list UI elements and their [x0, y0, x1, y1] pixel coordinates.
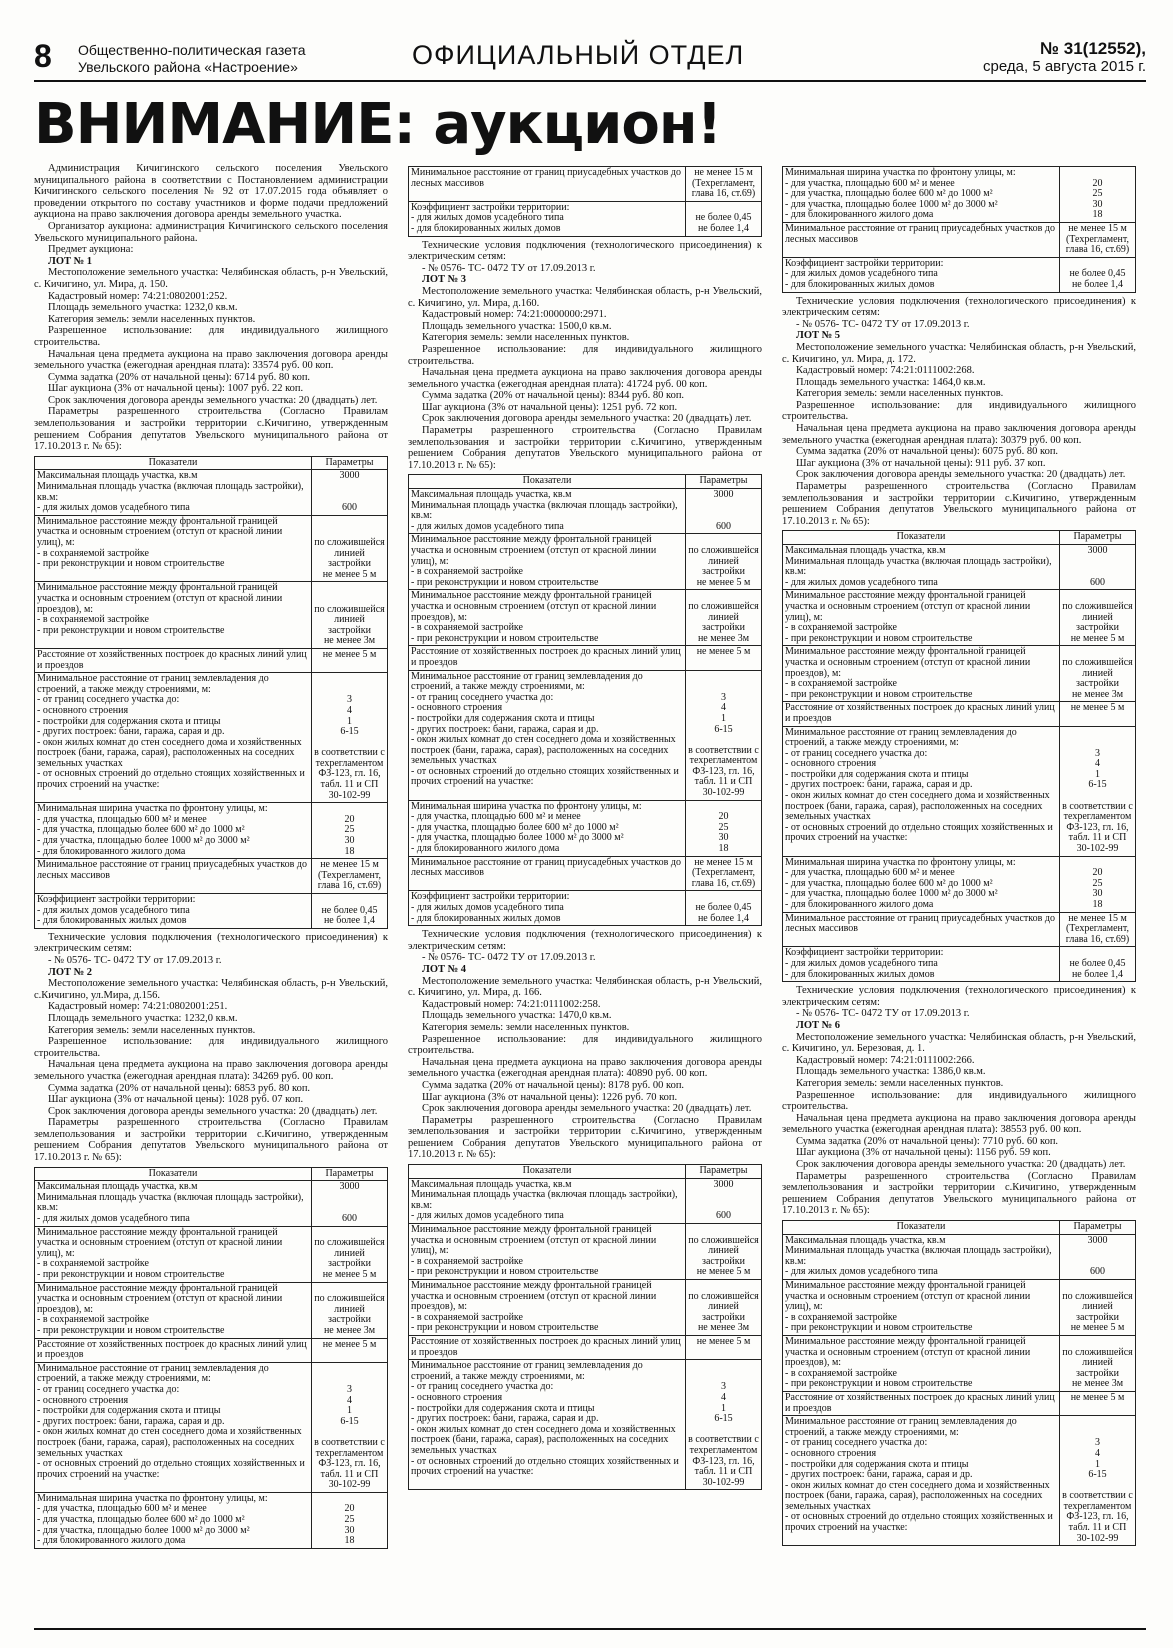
table-cell-value: по сложившейся линией застройки не менее 5 м	[312, 1226, 388, 1282]
lot-detail: Местоположение земельного участка: Челябинская область, р-н Увельский, с. Кичигино, ул. Березовая, д. 1.	[782, 1031, 1136, 1055]
parameters-table	[782, 166, 1136, 293]
table-header-row	[783, 1221, 1136, 1235]
table-row	[35, 859, 388, 894]
table-cell-indicator: Расстояние от хозяйственных построек до красных линий улиц и проездов	[35, 1338, 312, 1362]
table-cell-value: 3 4 1 6-15 в соответствии с техрегламентом ФЗ-123, гл. 16, табл. 11 и СП 30-102-99	[1060, 1416, 1136, 1546]
table-header-indicator: Показатели	[783, 531, 1060, 545]
table-cell-value: по сложившейся линией застройки не менее 5 м	[312, 515, 388, 582]
table-cell-value: по сложившейся линией застройки не менее 5 м	[1060, 1280, 1136, 1336]
table-cell-value: по сложившейся линией застройки не менее 5 м	[686, 534, 762, 590]
lot-title: ЛОТ № 6	[796, 1019, 841, 1031]
lot-detail: Срок заключения договора аренды земельного участка: 20 (двадцать) лет.	[48, 1105, 378, 1117]
table-header-row	[409, 1165, 762, 1179]
table-header-value: Параметры	[312, 1167, 388, 1181]
table-cell-indicator: Минимальное расстояние между фронтальной границей участка и основным строением (отступ от красной линии проездов), м: - в сохраняемой застройке - при реконструкции и новом строительстве	[409, 590, 686, 646]
table-cell-value: по сложившейся линией застройки не менее 3м	[1060, 646, 1136, 702]
tech-number: - № 0576- ТС- 0472 ТУ от 17.09.2013 г.	[796, 318, 970, 330]
table-row	[783, 702, 1136, 726]
table-cell-value: 3000 600	[1060, 545, 1136, 590]
table-header-indicator: Показатели	[409, 1165, 686, 1179]
table-cell-indicator: Минимальное расстояние между фронтальной границей участка и основным строением (отступ от красной линии улиц), м: - в сохраняемой застройке - при реконструкции и новом строительстве	[35, 1226, 312, 1282]
lot-title: ЛОТ № 5	[796, 330, 841, 342]
tech-conditions: Технические условия подключения (технологического присоединения) к электрическим сетям:	[408, 929, 762, 952]
table-cell-indicator: Минимальное расстояние от границ приусадебных участков до лесных массивов	[783, 222, 1060, 257]
table-cell-indicator: Минимальное расстояние от границ землевладения до строений, а также между строениями, м: - от границ соседнего участка до: - основного строения - постройки для содержания скота и птицы - других построек: бани, гаража, сарая и др. - окон жилых комнат до стен соседнего дома и хозяйственных построек (бани, гаража, сарая), расположенных на соседних земельных участках - от основных строений до отдельно стоящих хозяйственных и прочих строений на участке:	[409, 1360, 686, 1490]
lot-detail: Площадь земельного участка: 1500,0 кв.м.	[422, 320, 612, 332]
lot-detail: Параметры разрешенного строительства (Согласно Правилам землепользования и застройки территории с.Кичигино, утвержденным решением Собрания депутатов Увельского муниципального района от 17.10.2013 г. № 65):	[34, 406, 388, 453]
table-cell-value: по сложившейся линией застройки не менее 3м	[686, 590, 762, 646]
table-header-indicator: Показатели	[35, 456, 312, 470]
lot-detail: Начальная цена предмета аукциона на право заключения договора аренды земельного участка (ежегодная арендная плата): 40890 руб. 00 коп.	[408, 1056, 762, 1080]
table-header-indicator: Показатели	[35, 1167, 312, 1181]
lot-detail: Категория земель: земли населенных пунктов.	[48, 313, 256, 325]
table-row	[783, 222, 1136, 257]
table-row	[783, 1234, 1136, 1279]
lot-detail: Разрешенное использование: для индивидуального жилищного строительства.	[782, 399, 1136, 423]
newspaper-name-line1: Общественно-политическая газета	[78, 42, 306, 58]
table-row	[409, 856, 762, 891]
table-cell-value: не менее 5 м	[686, 1335, 762, 1359]
table-row	[409, 590, 762, 646]
table-row	[783, 726, 1136, 856]
table-row	[409, 489, 762, 534]
lot-detail: Категория земель: земли населенных пунктов.	[422, 1021, 630, 1033]
table-row	[783, 257, 1136, 292]
lot-detail: Шаг аукциона (3% от начальной цены): 1007 руб. 22 коп.	[48, 383, 304, 395]
table-cell-indicator: Максимальная площадь участка, кв.м Минимальная площадь участка (включая площадь застройки), кв.м: - для жилых домов усадебного типа	[35, 470, 312, 515]
table-row	[35, 1362, 388, 1492]
table-row	[35, 515, 388, 582]
table-row	[783, 167, 1136, 223]
page-number: 8	[34, 38, 52, 74]
footer-rule	[34, 1628, 1146, 1630]
lot-detail: Площадь земельного участка: 1386,0 кв.м.	[796, 1066, 986, 1078]
table-cell-indicator: Минимальное расстояние между фронтальной границей участка и основным строением (отступ от красной линии проездов), м: - в сохраняемой застройке - при реконструкции и новом строительстве	[409, 1280, 686, 1336]
table-row	[35, 673, 388, 803]
table-row	[409, 1178, 762, 1223]
table-header-value: Параметры	[312, 456, 388, 470]
lot-detail: Категория земель: земли населенных пунктов.	[796, 388, 1004, 400]
table-row	[783, 912, 1136, 947]
table-cell-indicator: Максимальная площадь участка, кв.м Минимальная площадь участка (включая площадь застройки), кв.м: - для жилых домов усадебного типа	[35, 1181, 312, 1226]
table-row	[409, 534, 762, 590]
headline: ВНИМАНИЕ: аукцион!	[34, 92, 722, 157]
table-row	[409, 1335, 762, 1359]
section-title: ОФИЦИАЛЬНЫЙ ОТДЕЛ	[412, 40, 745, 70]
table-cell-value: не более 0,45 не более 1,4	[1060, 947, 1136, 982]
table-cell-indicator: Коэффициент застройки территории: - для жилых домов усадебного типа - для блокированных жилых домов	[783, 257, 1060, 292]
lot-detail: Срок заключения договора аренды земельного участка: 20 (двадцать) лет.	[422, 1103, 752, 1115]
table-cell-indicator: Максимальная площадь участка, кв.м Минимальная площадь участка (включая площадь застройки), кв.м: - для жилых домов усадебного типа	[783, 1234, 1060, 1279]
table-cell-value: не менее 15 м (Техрегламент, глава 16, ст.69)	[1060, 912, 1136, 947]
table-cell-value: не более 0,45 не более 1,4	[1060, 257, 1136, 292]
table-cell-value: по сложившейся линией застройки не менее 5 м	[686, 1224, 762, 1280]
table-row	[35, 648, 388, 672]
table-cell-value: не более 0,45 не более 1,4	[686, 891, 762, 926]
table-row	[35, 1226, 388, 1282]
table-cell-indicator: Минимальное расстояние между фронтальной границей участка и основным строением (отступ от красной линии проездов), м: - в сохраняемой застройке - при реконструкции и новом строительстве	[35, 582, 312, 649]
table-header-value: Параметры	[1060, 531, 1136, 545]
table-row	[783, 947, 1136, 982]
table-row	[35, 470, 388, 515]
table-cell-value: 3000 600	[312, 1181, 388, 1226]
table-cell-value: по сложившейся линией застройки не менее 3м	[312, 582, 388, 649]
table-cell-value: не более 0,45 не более 1,4	[686, 201, 762, 236]
lot-detail: Начальная цена предмета аукциона на право заключения договора аренды земельного участка (ежегодная арендная плата): 33574 руб. 00 коп.	[34, 348, 388, 372]
lot-detail: Площадь земельного участка: 1232,0 кв.м.	[48, 302, 238, 314]
table-cell-value: не менее 15 м (Техрегламент, глава 16, ст.69)	[686, 856, 762, 891]
table-row	[35, 582, 388, 649]
intro-paragraph: Администрация Кичигинского сельского поселения Увельского муниципального района в соответствии с Постановлением администрации Кичигинского сельского поселения № 92 от 17.07.2015 года объявляет о проведении открытого по составу участников и форме подачи предложений аукциона на право заключения договора аренды земельного участка.	[34, 163, 388, 221]
table-row	[783, 545, 1136, 590]
table-cell-indicator: Коэффициент застройки территории: - для жилых домов усадебного типа - для блокированных жилых домов	[783, 947, 1060, 982]
lot-detail: Разрешенное использование: для индивидуального жилищного строительства.	[34, 1036, 388, 1059]
table-row	[35, 894, 388, 929]
tech-number: - № 0576- ТС- 0472 ТУ от 17.09.2013 г.	[48, 954, 222, 966]
lot-detail: Шаг аукциона (3% от начальной цены): 1251 руб. 72 коп.	[422, 401, 678, 413]
table-row	[783, 856, 1136, 912]
lot-detail: Разрешенное использование: для индивидуального жилищного строительства.	[408, 1033, 762, 1057]
table-cell-indicator: Коэффициент застройки территории: - для жилых домов усадебного типа - для блокированных жилых домов	[409, 201, 686, 236]
table-cell-value: по сложившейся линией застройки не менее 5 м	[1060, 590, 1136, 646]
table-header-row	[783, 531, 1136, 545]
lot-title: ЛОТ № 3	[422, 274, 467, 286]
table-cell-value: не более 0,45 не более 1,4	[312, 894, 388, 929]
parameters-table	[408, 1164, 762, 1490]
table-header-row	[409, 475, 762, 489]
table-row	[409, 646, 762, 670]
table-cell-value: 3000 600	[686, 1178, 762, 1223]
lot-detail: Сумма задатка (20% от начальной цены): 6853 руб. 80 коп.	[48, 1082, 311, 1094]
parameters-table	[782, 1220, 1136, 1546]
lot-detail: Начальная цена предмета аукциона на право заключения договора аренды земельного участка (ежегодная арендная плата): 38553 руб. 00 коп.	[782, 1112, 1136, 1136]
lot-detail: Сумма задатка (20% от начальной цены): 8344 руб. 80 коп.	[422, 390, 685, 402]
intro	[34, 163, 388, 256]
table-cell-indicator: Минимальное расстояние между фронтальной границей участка и основным строением (отступ от красной линии проездов), м: - в сохраняемой застройке - при реконструкции и новом строительстве	[783, 1335, 1060, 1391]
parameters-table	[408, 166, 762, 237]
parameters-table	[34, 456, 388, 929]
lot-detail: Начальная цена предмета аукциона на право заключения договора аренды земельного участка (ежегодная арендная плата): 41724 руб. 00 коп.	[408, 367, 762, 390]
table-header-row	[35, 1167, 388, 1181]
table-row	[409, 1360, 762, 1490]
table-cell-value: 3000 600	[312, 470, 388, 515]
table-cell-indicator: Максимальная площадь участка, кв.м Минимальная площадь участка (включая площадь застройки), кв.м: - для жилых домов усадебного типа	[409, 1178, 686, 1223]
table-cell-indicator: Минимальное расстояние от границ приусадебных участков до лесных массивов	[409, 167, 686, 202]
table-header-indicator: Показатели	[409, 475, 686, 489]
lot-detail: Шаг аукциона (3% от начальной цены): 1226 руб. 70 коп.	[422, 1091, 678, 1103]
parameters-table	[408, 474, 762, 926]
table-cell-indicator: Минимальное расстояние между фронтальной границей участка и основным строением (отступ от красной линии проездов), м: - в сохраняемой застройке - при реконструкции и новом строительстве	[783, 646, 1060, 702]
tech-conditions: Технические условия подключения (технологического присоединения) к электрическим сетям:	[408, 239, 762, 263]
table-cell-indicator: Минимальное расстояние от границ приусадебных участков до лесных массивов	[35, 859, 312, 894]
lot-detail: Параметры разрешенного строительства (Согласно Правилам землепользования и застройки территории с.Кичигино, утвержденным решением Собрания депутатов Увельского муниципального района от 17.10.2013 г. № 65):	[408, 1114, 762, 1161]
table-cell-value: по сложившейся линией застройки не менее 3м	[686, 1280, 762, 1336]
lot-detail: Разрешенное использование: для индивидуального жилищного строительства.	[782, 1089, 1136, 1113]
table-cell-value: 3000 600	[686, 489, 762, 534]
lot-detail: Кадастровый номер: 74:21:0111002:258.	[422, 998, 601, 1010]
parameters-table	[34, 1167, 388, 1549]
table-cell-indicator: Минимальное расстояние между фронтальной границей участка и основным строением (отступ от красной линии улиц), м: - в сохраняемой застройке - при реконструкции и новом строительстве	[409, 1224, 686, 1280]
table-cell-indicator: Минимальная ширина участка по фронтону улицы, м: - для участка, площадью 600 м² и менее - для участка, площадью более 600 м² до 1000 м² - для участка, площадью более 1000 м² до 3000 м² - для блокированного жилого дома	[409, 800, 686, 856]
page-header	[34, 38, 1146, 82]
table-cell-indicator: Минимальное расстояние между фронтальной границей участка и основным строением (отступ от красной линии улиц), м: - в сохраняемой застройке - при реконструкции и новом строительстве	[35, 515, 312, 582]
table-cell-indicator: Максимальная площадь участка, кв.м Минимальная площадь участка (включая площадь застройки), кв.м: - для жилых домов усадебного типа	[783, 545, 1060, 590]
table-cell-value: 3 4 1 6-15 в соответствии с техрегламентом ФЗ-123, гл. 16, табл. 11 и СП 30-102-99	[312, 673, 388, 803]
lot-detail: Шаг аукциона (3% от начальной цены): 1156 руб. 59 коп.	[796, 1147, 1051, 1159]
intro-paragraph: Организатор аукциона: администрация Кичигинского сельского поселения Увельского муниципального района.	[34, 220, 388, 244]
table-cell-indicator: Расстояние от хозяйственных построек до красных линий улиц и проездов	[409, 1335, 686, 1359]
table-cell-value: не менее 5 м	[686, 646, 762, 670]
lot-detail: Сумма задатка (20% от начальной цены): 6075 руб. 80 коп.	[796, 446, 1059, 458]
table-row	[409, 800, 762, 856]
table-row	[409, 1224, 762, 1280]
lot-detail: Местоположение земельного участка: Челябинская область, р-н Увельский, с. Кичигино, ул. Мира, д. 172.	[782, 341, 1136, 365]
lot-detail: Срок заключения договора аренды земельного участка: 20 (двадцать) лет.	[422, 413, 752, 425]
table-row	[409, 201, 762, 236]
tech-conditions: Технические условия подключения (технологического присоединения) к электрическим сетям:	[782, 985, 1136, 1008]
lot-detail: Категория земель: земли населенных пунктов.	[796, 1077, 1004, 1089]
text-column-2	[408, 163, 762, 1613]
lot-detail: Площадь земельного участка: 1232,0 кв.м.	[48, 1012, 238, 1024]
lot-title: ЛОТ № 1	[48, 255, 93, 267]
table-cell-value: не менее 15 м (Техрегламент, глава 16, ст.69)	[312, 859, 388, 894]
table-header-value: Параметры	[686, 475, 762, 489]
table-cell-value: 3 4 1 6-15 в соответствии с техрегламентом ФЗ-123, гл. 16, табл. 11 и СП 30-102-99	[1060, 726, 1136, 856]
lot-detail: Срок заключения договора аренды земельного участка: 20 (двадцать) лет.	[796, 1159, 1126, 1171]
table-cell-indicator: Минимальная ширина участка по фронтону улицы, м: - для участка, площадью 600 м² и менее - для участка, площадью более 600 м² до 1000 м² - для участка, площадью более 1000 м² до 3000 м² - для блокированного жилого дома	[783, 167, 1060, 223]
lot-detail: Местоположение земельного участка: Челябинская область, р-н Увельский, с. Кичигино, ул. Мира, д.160.	[408, 285, 762, 309]
table-cell-value: 20 25 30 18	[686, 800, 762, 856]
table-cell-value: 3 4 1 6-15 в соответствии с техрегламентом ФЗ-123, гл. 16, табл. 11 и СП 30-102-99	[686, 1360, 762, 1490]
table-cell-indicator: Минимальное расстояние от границ землевладения до строений, а также между строениями, м: - от границ соседнего участка до: - основного строения - постройки для содержания скота и птицы - других построек: бани, гаража, сарая и др. - окон жилых комнат до стен соседнего дома и хозяйственных построек (бани, гаража, сарая), расположенных на соседних земельных участках - от основных строений до отдельно стоящих хозяйственных и прочих строений на участке:	[35, 673, 312, 803]
table-cell-indicator: Расстояние от хозяйственных построек до красных линий улиц и проездов	[409, 646, 686, 670]
tech-number: - № 0576- ТС- 0472 ТУ от 17.09.2013 г.	[422, 262, 596, 274]
table-cell-value: 3 4 1 6-15 в соответствии с техрегламентом ФЗ-123, гл. 16, табл. 11 и СП 30-102-99	[686, 670, 762, 800]
table-row	[35, 1492, 388, 1548]
table-cell-indicator: Коэффициент застройки территории: - для жилых домов усадебного типа - для блокированных жилых домов	[409, 891, 686, 926]
lot-detail: Параметры разрешенного строительства (Согласно Правилам землепользования и застройки территории с.Кичигино, утвержденным решением Собрания депутатов Увельского муниципального района от 17.10.2013 г. № 65):	[782, 481, 1136, 527]
table-row	[409, 167, 762, 202]
lot-detail: Сумма задатка (20% от начальной цены): 6714 руб. 80 коп.	[48, 371, 311, 383]
lot-detail: Местоположение земельного участка: Челябинская область, р-н Увельский, с. Кичигино, ул. Мира, д. 150.	[34, 267, 388, 290]
lot-detail: Сумма задатка (20% от начальной цены): 8178 руб. 00 коп.	[422, 1079, 685, 1091]
lot-detail: Параметры разрешенного строительства (Согласно Правилам землепользования и застройки территории с.Кичигино, утвержденным решением Собрания депутатов Увельского муниципального района от 17.10.2013 г. № 65):	[34, 1117, 388, 1164]
lot-detail: Площадь земельного участка: 1470,0 кв.м.	[422, 1010, 612, 1022]
table-header-indicator: Показатели	[783, 1221, 1060, 1235]
lot-detail: Параметры разрешенного строительства (Согласно Правилам землепользования и застройки территории с.Кичигино, утвержденным решением Собрания депутатов Увельского муниципального района от 17.10.2013 г. № 65):	[408, 425, 762, 471]
lot-title: ЛОТ № 4	[422, 963, 467, 975]
table-cell-value: 20 25 30 18	[312, 803, 388, 859]
table-row	[35, 1181, 388, 1226]
table-row	[409, 891, 762, 926]
lot-detail: Площадь земельного участка: 1464,0 кв.м.	[796, 376, 986, 388]
table-cell-value: не менее 5 м	[312, 648, 388, 672]
tech-number: - № 0576- ТС- 0472 ТУ от 17.09.2013 г.	[796, 1008, 970, 1020]
table-cell-indicator: Минимальная ширина участка по фронтону улицы, м: - для участка, площадью 600 м² и менее - для участка, площадью более 600 м² до 1000 м² - для участка, площадью более 1000 м² до 3000 м² - для блокированного жилого дома	[35, 803, 312, 859]
table-cell-indicator: Минимальное расстояние между фронтальной границей участка и основным строением (отступ от красной линии улиц), м: - в сохраняемой застройке - при реконструкции и новом строительстве	[409, 534, 686, 590]
issue-date: среда, 5 августа 2015 г.	[983, 58, 1146, 75]
lot-title: ЛОТ № 2	[48, 966, 93, 978]
newspaper-name-line2: Увельского района «Настроение»	[78, 59, 298, 75]
lot-detail: Разрешенное использование: для индивидуального жилищного строительства.	[408, 343, 762, 367]
tech-conditions: Технические условия подключения (технологического присоединения) к электрическим сетям:	[782, 295, 1136, 319]
lot-detail: Срок заключения договора аренды земельного участка: 20 (двадцать) лет.	[796, 469, 1126, 481]
table-cell-indicator: Минимальное расстояние между фронтальной границей участка и основным строением (отступ от красной линии улиц), м: - в сохраняемой застройке - при реконструкции и новом строительстве	[783, 590, 1060, 646]
tech-number: - № 0576- ТС- 0472 ТУ от 17.09.2013 г.	[422, 952, 596, 964]
table-cell-value: 20 25 30 18	[312, 1492, 388, 1548]
table-row	[783, 590, 1136, 646]
table-cell-indicator: Минимальное расстояние от границ землевладения до строений, а также между строениями, м: - от границ соседнего участка до: - основного строения - постройки для содержания скота и птицы - других построек: бани, гаража, сарая и др. - окон жилых комнат до стен соседнего дома и хозяйственных построек (бани, гаража, сарая), расположенных на соседних земельных участках - от основных строений до отдельно стоящих хозяйственных и прочих строений на участке:	[783, 1416, 1060, 1546]
lot-detail: Шаг аукциона (3% от начальной цены): 911 руб. 37 коп.	[796, 457, 1046, 469]
table-cell-value: не менее 5 м	[1060, 702, 1136, 726]
table-header-row	[35, 456, 388, 470]
lot-detail: Начальная цена предмета аукциона на право заключения договора аренды земельного участка (ежегодная арендная плата): 30379 руб. 00 коп.	[782, 423, 1136, 446]
table-cell-indicator: Минимальное расстояние от границ землевладения до строений, а также между строениями, м: - от границ соседнего участка до: - основного строения - постройки для содержания скота и птицы - других построек: бани, гаража, сарая и др. - окон жилых комнат до стен соседнего дома и хозяйственных построек (бани, гаража, сарая), расположенных на соседних земельных участках - от основных строений до отдельно стоящих хозяйственных и прочих строений на участке:	[783, 726, 1060, 856]
table-cell-indicator: Минимальная ширина участка по фронтону улицы, м: - для участка, площадью 600 м² и менее - для участка, площадью более 600 м² до 1000 м² - для участка, площадью более 1000 м² до 3000 м² - для блокированного жилого дома	[35, 1492, 312, 1548]
lot-detail: Разрешенное использование: для индивидуального жилищного строительства.	[34, 325, 388, 348]
table-row	[409, 670, 762, 800]
lot-detail: Шаг аукциона (3% от начальной цены): 1028 руб. 07 коп.	[48, 1094, 304, 1106]
lot-detail: Кадастровый номер: 74:21:0000000:2971.	[422, 309, 607, 321]
table-cell-value: не менее 15 м (Техрегламент, глава 16, ст.69)	[1060, 222, 1136, 257]
issue-number: № 31(12552),	[1040, 39, 1146, 58]
lot-detail: Срок заключения договора аренды земельного участка: 20 (двадцать) лет.	[48, 394, 378, 406]
table-row	[35, 1338, 388, 1362]
table-cell-indicator: Минимальное расстояние от границ приусадебных участков до лесных массивов	[409, 856, 686, 891]
table-cell-value: по сложившейся линией застройки не менее 3м	[312, 1282, 388, 1338]
table-cell-value: не менее 15 м (Техрегламент, глава 16, ст.69)	[686, 167, 762, 202]
tech-conditions: Технические условия подключения (технологического присоединения) к электрическим сетям:	[34, 931, 388, 955]
text-column-1	[34, 163, 388, 1613]
table-cell-value: 20 25 30 18	[1060, 856, 1136, 912]
table-row	[35, 1282, 388, 1338]
table-cell-value: по сложившейся линией застройки не менее 3м	[1060, 1335, 1136, 1391]
table-cell-indicator: Минимальное расстояние от границ землевладения до строений, а также между строениями, м: - от границ соседнего участка до: - основного строения - постройки для содержания скота и птицы - других построек: бани, гаража, сарая и др. - окон жилых комнат до стен соседнего дома и хозяйственных построек (бани, гаража, сарая), расположенных на соседних земельных участках - от основных строений до отдельно стоящих хозяйственных и прочих строений на участке:	[35, 1362, 312, 1492]
lot-detail: Местоположение земельного участка: Челябинская область, р-н Увельский, с.Кичигино, ул.Мира, д.156.	[34, 978, 388, 1001]
lot-detail: Кадастровый номер: 74:21:0111002:266.	[796, 1054, 975, 1066]
lot-detail: Сумма задатка (20% от начальной цены): 7710 руб. 60 коп.	[796, 1135, 1059, 1147]
table-cell-indicator: Расстояние от хозяйственных построек до красных линий улиц и проездов	[783, 1391, 1060, 1415]
table-row	[783, 1335, 1136, 1391]
table-cell-indicator: Расстояние от хозяйственных построек до красных линий улиц и проездов	[783, 702, 1060, 726]
table-cell-value: 3 4 1 6-15 в соответствии с техрегламентом ФЗ-123, гл. 16, табл. 11 и СП 30-102-99	[312, 1362, 388, 1492]
table-row	[783, 1391, 1136, 1415]
table-cell-indicator: Минимальное расстояние между фронтальной границей участка и основным строением (отступ от красной линии проездов), м: - в сохраняемой застройке - при реконструкции и новом строительстве	[35, 1282, 312, 1338]
table-row	[783, 1416, 1136, 1546]
parameters-table	[782, 530, 1136, 982]
table-cell-indicator: Максимальная площадь участка, кв.м Минимальная площадь участка (включая площадь застройки), кв.м: - для жилых домов усадебного типа	[409, 489, 686, 534]
table-header-value: Параметры	[1060, 1221, 1136, 1235]
lot-detail: Кадастровый номер: 74:21:0802001:252.	[48, 290, 228, 302]
issue-info	[983, 40, 1146, 75]
table-cell-indicator: Минимальное расстояние от границ землевладения до строений, а также между строениями, м: - от границ соседнего участка до: - основного строения - постройки для содержания скота и птицы - других построек: бани, гаража, сарая и др. - окон жилых комнат до стен соседнего дома и хозяйственных построек (бани, гаража, сарая), расположенных на соседних земельных участках - от основных строений до отдельно стоящих хозяйственных и прочих строений на участке:	[409, 670, 686, 800]
table-row	[783, 646, 1136, 702]
table-cell-value: 20 25 30 18	[1060, 167, 1136, 223]
lot-detail: Параметры разрешенного строительства (Согласно Правилам землепользования и застройки территории с.Кичигино, утвержденным решением Собрания депутатов Увельского муниципального района от 17.10.2013 г. № 65):	[782, 1170, 1136, 1217]
table-row	[783, 1280, 1136, 1336]
lot-detail: Начальная цена предмета аукциона на право заключения договора аренды земельного участка (ежегодная арендная плата): 34269 руб. 00 коп.	[34, 1059, 388, 1082]
table-cell-indicator: Расстояние от хозяйственных построек до красных линий улиц и проездов	[35, 648, 312, 672]
table-cell-indicator: Минимальное расстояние от границ приусадебных участков до лесных массивов	[783, 912, 1060, 947]
table-cell-indicator: Коэффициент застройки территории: - для жилых домов усадебного типа - для блокированных жилых домов	[35, 894, 312, 929]
table-cell-value: не менее 5 м	[312, 1338, 388, 1362]
newspaper-name	[78, 42, 306, 76]
table-header-value: Параметры	[686, 1165, 762, 1179]
lot-detail: Категория земель: земли населенных пунктов.	[422, 332, 630, 344]
table-row	[35, 803, 388, 859]
table-cell-indicator: Минимальное расстояние между фронтальной границей участка и основным строением (отступ от красной линии улиц), м: - в сохраняемой застройке - при реконструкции и новом строительстве	[783, 1280, 1060, 1336]
intro-paragraph: Предмет аукциона:	[48, 244, 134, 256]
text-column-3	[782, 163, 1136, 1613]
lot-detail: Кадастровый номер: 74:21:0111002:268.	[796, 365, 975, 377]
lot-detail: Местоположение земельного участка: Челябинская область, р-н Увельский, с. Кичигино, ул. Мира, д. 166.	[408, 975, 762, 999]
table-row	[409, 1280, 762, 1336]
table-cell-indicator: Минимальная ширина участка по фронтону улицы, м: - для участка, площадью 600 м² и менее - для участка, площадью более 600 м² до 1000 м² - для участка, площадью более 1000 м² до 3000 м² - для блокированного жилого дома	[783, 856, 1060, 912]
lot-detail: Кадастровый номер: 74:21:0802001:251.	[48, 1001, 228, 1013]
table-cell-value: 3000 600	[1060, 1234, 1136, 1279]
lot-detail: Категория земель: земли населенных пунктов.	[48, 1024, 256, 1036]
table-cell-value: не менее 5 м	[1060, 1391, 1136, 1415]
